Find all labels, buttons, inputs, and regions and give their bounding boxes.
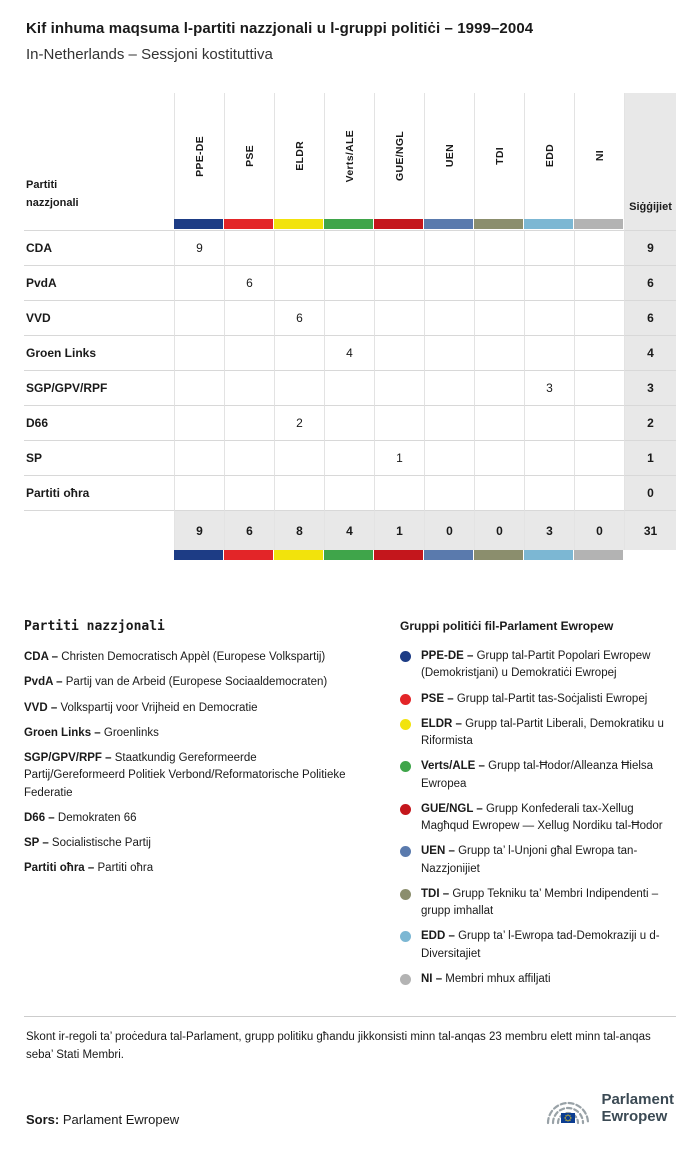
color-bar bbox=[524, 550, 573, 560]
seat-value bbox=[374, 370, 424, 405]
group-color-dot-icon bbox=[400, 931, 411, 942]
seat-value bbox=[474, 405, 524, 440]
political-group-legend-item: PPE-DE – Grupp tal-Partit Popolari Ewropew (Demokristjani) u Demokratiċi Ewropej bbox=[400, 648, 676, 683]
seat-value bbox=[274, 230, 324, 265]
group-color-dot-icon bbox=[400, 804, 411, 815]
seat-value bbox=[224, 300, 274, 335]
legend-political-groups-title: Gruppi politiċi fil-Parlament Ewropew bbox=[400, 619, 614, 633]
group-total-value: 8 bbox=[274, 510, 324, 550]
seat-value bbox=[424, 265, 474, 300]
seat-value bbox=[424, 440, 474, 475]
seat-value bbox=[424, 300, 474, 335]
seat-value bbox=[574, 475, 624, 510]
seat-value bbox=[374, 405, 424, 440]
group-color-bar-ELDR bbox=[274, 219, 324, 230]
group-color-dot-icon bbox=[400, 846, 411, 857]
political-group-legend-item: ELDR – Grupp tal-Partit Liberali, Demokratiku u Riformista bbox=[400, 716, 676, 751]
color-bar bbox=[224, 550, 273, 560]
seat-value bbox=[324, 370, 374, 405]
page-subtitle: In-Netherlands – Sessjoni kostituttiva bbox=[26, 46, 273, 63]
seat-value bbox=[524, 230, 574, 265]
national-party-legend-item: SP – Socialistische Partij bbox=[24, 837, 151, 849]
group-color-dot-icon bbox=[400, 694, 411, 705]
bottom-color-bar-TDI bbox=[474, 550, 524, 563]
bottom-color-bar-GUE/NGL bbox=[374, 550, 424, 563]
ep-logo-line1: Parlament bbox=[601, 1091, 674, 1109]
seat-value bbox=[224, 370, 274, 405]
party-label: Partiti oħra bbox=[24, 475, 174, 510]
seat-value bbox=[424, 230, 474, 265]
seat-value bbox=[324, 230, 374, 265]
column-header-label: UEN bbox=[443, 144, 456, 168]
political-group-legend-item: GUE/NGL – Grupp Konfederali tax-Xellug Magħqud Ewropew — Xellug Nordiku tal-Ħodor bbox=[400, 801, 676, 836]
bar-row-spacer bbox=[24, 219, 174, 230]
legend-section bbox=[24, 619, 676, 996]
column-header-NI bbox=[574, 93, 624, 219]
color-bar bbox=[424, 550, 473, 560]
group-color-bar-PSE bbox=[224, 219, 274, 230]
column-header-ELDR bbox=[274, 93, 324, 219]
bottom-color-bar-EDD bbox=[524, 550, 574, 563]
political-group-legend-item: NI – Membri mhux affiljati bbox=[400, 971, 676, 988]
seat-value bbox=[324, 265, 374, 300]
column-header-GUE/NGL bbox=[374, 93, 424, 219]
seat-value bbox=[474, 265, 524, 300]
bottom-color-bar-NI bbox=[574, 550, 624, 563]
seats-value: 4 bbox=[624, 335, 676, 370]
column-header-label: ELDR bbox=[293, 141, 306, 171]
source-label: Sors: bbox=[26, 1111, 60, 1127]
seat-value bbox=[324, 475, 374, 510]
seat-value bbox=[174, 440, 224, 475]
seat-value bbox=[274, 440, 324, 475]
group-color-bar-Verts/ALE bbox=[324, 219, 374, 230]
seat-value bbox=[374, 230, 424, 265]
seat-value bbox=[374, 335, 424, 370]
party-label: Groen Links bbox=[24, 335, 174, 370]
eu-flag-icon bbox=[561, 1113, 575, 1123]
bottom-color-bar-PSE bbox=[224, 550, 274, 563]
seat-value bbox=[574, 300, 624, 335]
group-color-dot-icon bbox=[400, 651, 411, 662]
political-group-legend-item: UEN – Grupp ta’ l-Unjoni għal Ewropa tan-Nazzjonijiet bbox=[400, 843, 676, 878]
party-label: D66 bbox=[24, 405, 174, 440]
page-title: Kif inhuma maqsuma l-partiti nazzjonali u l-gruppi politiċi – 1999–2004 bbox=[26, 20, 534, 37]
color-bar bbox=[274, 219, 323, 229]
column-header-PPE-DE bbox=[174, 93, 224, 219]
color-bar bbox=[374, 219, 423, 229]
column-header-TDI bbox=[474, 93, 524, 219]
seat-value bbox=[374, 475, 424, 510]
source-line bbox=[26, 1112, 179, 1129]
political-group-legend-list bbox=[400, 648, 676, 988]
column-header-label: PPE-DE bbox=[193, 135, 206, 177]
national-party-legend-item: CDA – Christen Democratisch Appèl (Europese Volkspartij) bbox=[24, 651, 326, 663]
party-label: SGP/GPV/RPF bbox=[24, 370, 174, 405]
party-label: VVD bbox=[24, 300, 174, 335]
group-total-value: 3 bbox=[524, 510, 574, 550]
group-total-value: 6 bbox=[224, 510, 274, 550]
seat-value: 4 bbox=[324, 335, 374, 370]
seat-value bbox=[474, 230, 524, 265]
column-header-PSE bbox=[224, 93, 274, 219]
ep-logo-line2: Ewropew bbox=[601, 1107, 668, 1125]
group-total-value: 4 bbox=[324, 510, 374, 550]
political-group-legend-item: Verts/ALE – Grupp tal-Ħodor/Alleanza Ħielsa Ewropea bbox=[400, 758, 676, 793]
seat-value bbox=[574, 265, 624, 300]
seat-value bbox=[324, 405, 374, 440]
political-group-legend-item: EDD – Grupp ta’ l-Ewropa tad-Demokraziji u d-Diversitajiet bbox=[400, 928, 676, 963]
political-group-legend-item: TDI – Grupp Tekniku ta’ Membri Indipendenti – grupp imhallat bbox=[400, 886, 676, 921]
group-color-bar-PPE-DE bbox=[174, 219, 224, 230]
seats-column-header: Siġġijiet bbox=[624, 93, 676, 219]
seat-value bbox=[374, 265, 424, 300]
national-party-legend-list bbox=[24, 649, 350, 878]
political-group-legend-item: PSE – Grupp tal-Partit tas-Soċjalisti Ewropej bbox=[400, 691, 676, 708]
seat-value bbox=[274, 370, 324, 405]
row-header-label: Partiti nazzjonali bbox=[26, 178, 79, 210]
european-parliament-logo bbox=[544, 1089, 674, 1129]
seats-value: 6 bbox=[624, 300, 676, 335]
seat-value bbox=[574, 405, 624, 440]
seat-value: 1 bbox=[374, 440, 424, 475]
seat-value bbox=[174, 265, 224, 300]
seat-value bbox=[224, 475, 274, 510]
group-total-value: 1 bbox=[374, 510, 424, 550]
column-header-label: Verts/ALE bbox=[343, 129, 356, 183]
group-color-dot-icon bbox=[400, 761, 411, 772]
procedure-note: Skont ir-regoli ta’ proċedura tal-Parlament, grupp politiku għandu jikkonsisti minn tal-anqas 23 membru elett minn tal-anqas seba’ Stati Membri. bbox=[26, 1031, 651, 1061]
national-party-legend-item: PvdA – Partij van de Arbeid (Europese Sociaaldemocraten) bbox=[24, 676, 328, 689]
seat-value bbox=[424, 405, 474, 440]
group-total-value: 0 bbox=[574, 510, 624, 550]
column-header-label: EDD bbox=[543, 144, 556, 168]
color-bar bbox=[324, 219, 373, 229]
seat-value bbox=[424, 370, 474, 405]
color-bar bbox=[374, 550, 423, 560]
total-seats-value: 31 bbox=[624, 510, 676, 550]
seat-value bbox=[474, 440, 524, 475]
seat-value bbox=[474, 475, 524, 510]
color-bar bbox=[574, 219, 623, 229]
color-bar bbox=[474, 550, 523, 560]
column-header-label: PSE bbox=[243, 145, 256, 167]
seat-value bbox=[524, 300, 574, 335]
seat-value: 6 bbox=[274, 300, 324, 335]
group-color-bar-UEN bbox=[424, 219, 474, 230]
seat-value bbox=[574, 440, 624, 475]
seat-value: 6 bbox=[224, 265, 274, 300]
seat-value bbox=[474, 370, 524, 405]
seat-value bbox=[174, 300, 224, 335]
seat-value bbox=[524, 405, 574, 440]
party-label: CDA bbox=[24, 230, 174, 265]
group-color-bar-EDD bbox=[524, 219, 574, 230]
ep-logo-wordmark bbox=[601, 1092, 674, 1125]
seats-table bbox=[24, 93, 700, 563]
seat-value bbox=[524, 265, 574, 300]
seat-value bbox=[474, 335, 524, 370]
seat-value bbox=[174, 370, 224, 405]
seats-value: 0 bbox=[624, 475, 676, 510]
seats-value: 6 bbox=[624, 265, 676, 300]
party-label: SP bbox=[24, 440, 174, 475]
group-total-value: 9 bbox=[174, 510, 224, 550]
seat-value bbox=[424, 335, 474, 370]
seat-value bbox=[224, 440, 274, 475]
bottom-color-bar-PPE-DE bbox=[174, 550, 224, 563]
group-color-bar-GUE/NGL bbox=[374, 219, 424, 230]
seat-value bbox=[274, 475, 324, 510]
color-bar bbox=[174, 219, 223, 229]
totals-row-spacer bbox=[24, 510, 174, 550]
seat-value bbox=[524, 440, 574, 475]
legend-national-parties bbox=[24, 619, 400, 996]
column-header-label: NI bbox=[593, 150, 606, 162]
seat-value bbox=[324, 440, 374, 475]
group-total-value: 0 bbox=[474, 510, 524, 550]
seat-value: 3 bbox=[524, 370, 574, 405]
seat-value bbox=[224, 335, 274, 370]
footer-divider bbox=[24, 1016, 676, 1017]
seat-value bbox=[174, 405, 224, 440]
seat-value bbox=[524, 335, 574, 370]
group-color-bar-TDI bbox=[474, 219, 524, 230]
group-color-dot-icon bbox=[400, 889, 411, 900]
color-bar bbox=[424, 219, 473, 229]
seat-value bbox=[174, 335, 224, 370]
seat-value bbox=[574, 370, 624, 405]
party-label: PvdA bbox=[24, 265, 174, 300]
seat-value bbox=[524, 475, 574, 510]
seat-value: 2 bbox=[274, 405, 324, 440]
bar-row-seats-spacer bbox=[624, 219, 676, 230]
color-bar bbox=[574, 550, 623, 560]
legend-national-parties-title: Partiti nazzjonali bbox=[24, 619, 165, 634]
ep-hemicycle-icon bbox=[544, 1089, 592, 1129]
legend-political-groups bbox=[400, 619, 676, 996]
column-header-label: TDI bbox=[493, 147, 506, 165]
source-text: Parlament Ewropew bbox=[62, 1111, 180, 1127]
seat-value bbox=[424, 475, 474, 510]
group-total-value: 0 bbox=[424, 510, 474, 550]
group-color-dot-icon bbox=[400, 719, 411, 730]
seat-value bbox=[224, 230, 274, 265]
seats-value: 1 bbox=[624, 440, 676, 475]
national-party-legend-item: Partiti oħra – Partiti oħra bbox=[24, 862, 154, 875]
seat-value bbox=[374, 300, 424, 335]
seat-value bbox=[574, 230, 624, 265]
national-party-legend-item: VVD – Volkspartij voor Vrijheid en Democratie bbox=[24, 701, 258, 714]
column-header-EDD bbox=[524, 93, 574, 219]
seat-value bbox=[274, 265, 324, 300]
seats-value: 3 bbox=[624, 370, 676, 405]
column-header-UEN bbox=[424, 93, 474, 219]
seat-value bbox=[224, 405, 274, 440]
color-bar bbox=[524, 219, 573, 229]
seat-value bbox=[324, 300, 374, 335]
seat-value bbox=[174, 475, 224, 510]
bottom-color-bar-UEN bbox=[424, 550, 474, 563]
seat-value bbox=[274, 335, 324, 370]
color-bar bbox=[174, 550, 223, 560]
bottom-color-bar-ELDR bbox=[274, 550, 324, 563]
national-party-legend-item: D66 – Demokraten 66 bbox=[24, 811, 137, 824]
color-bar bbox=[324, 550, 373, 560]
column-header-Verts/ALE bbox=[324, 93, 374, 219]
national-party-legend-item: Groen Links – Groenlinks bbox=[24, 726, 159, 739]
seats-value: 2 bbox=[624, 405, 676, 440]
bottom-bar-spacer bbox=[24, 550, 174, 563]
column-header-label: GUE/NGL bbox=[393, 131, 406, 181]
footer-bar bbox=[26, 1089, 674, 1129]
seat-value bbox=[474, 300, 524, 335]
color-bar bbox=[274, 550, 323, 560]
group-color-bar-NI bbox=[574, 219, 624, 230]
color-bar bbox=[224, 219, 273, 229]
seats-value: 9 bbox=[624, 230, 676, 265]
national-party-legend-item: SGP/GPV/RPF – Staatkundig Gereformeerde Partij/Gereformeerd Politiek Verbond/Reformatorische Politieke Federatie bbox=[24, 752, 346, 799]
seat-value bbox=[574, 335, 624, 370]
color-bar bbox=[474, 219, 523, 229]
group-color-dot-icon bbox=[400, 974, 411, 985]
bottom-bar-seats-spacer bbox=[624, 550, 676, 563]
seat-value: 9 bbox=[174, 230, 224, 265]
bottom-color-bar-Verts/ALE bbox=[324, 550, 374, 563]
